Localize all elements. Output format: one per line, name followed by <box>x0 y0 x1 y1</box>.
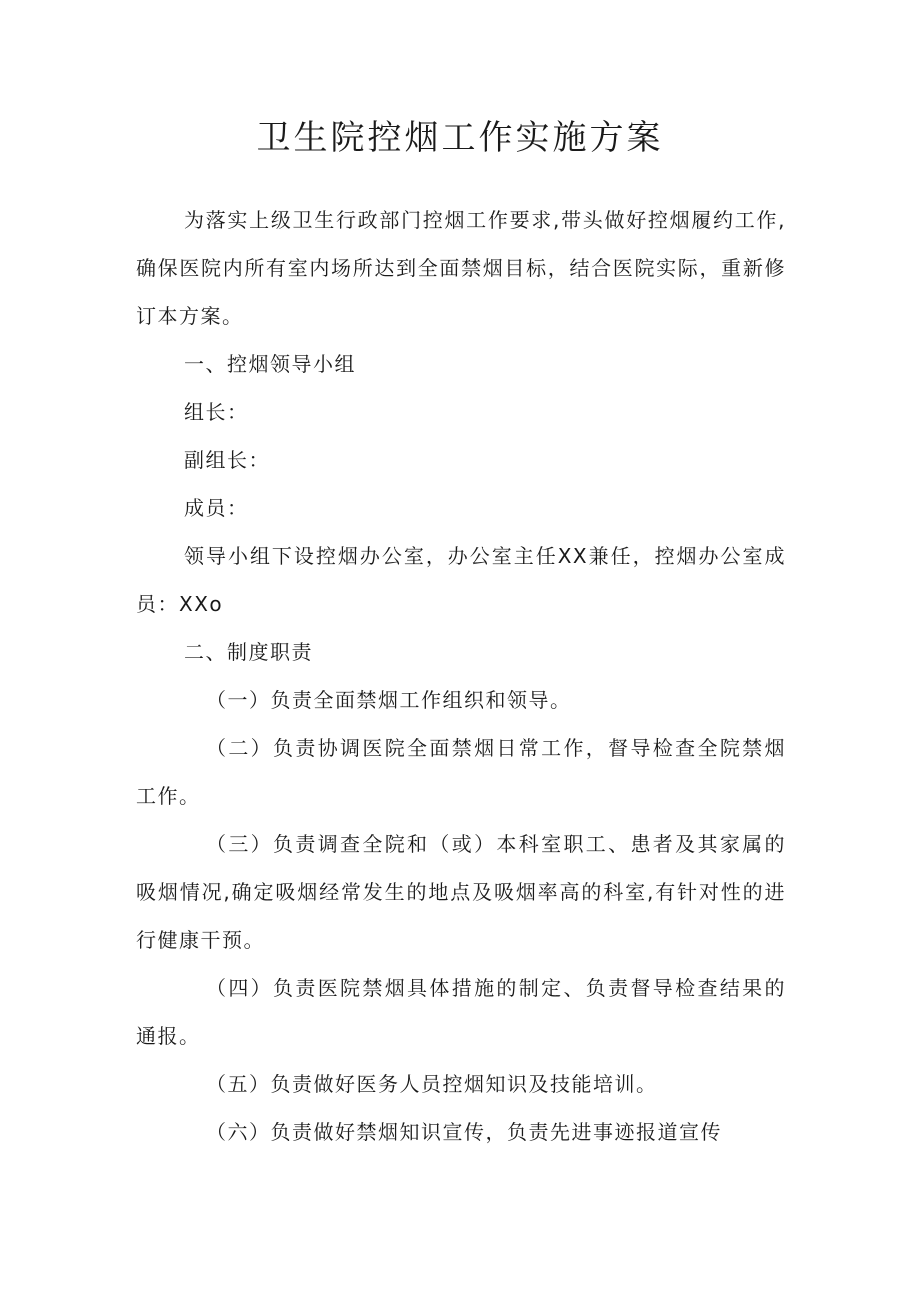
document-body <box>136 196 786 1156</box>
members-line: 成员： <box>184 496 249 520</box>
intro-paragraph: 为落实上级卫生行政部门控烟工作要求,带头做好控烟履约工作,确保医院内所有室内场所达到全面禁烟目标，结合医院实际，重新修订本方案。 <box>136 208 786 328</box>
duty-item-1: （一）负责全面禁烟工作组织和领导。 <box>206 688 572 712</box>
section-heading-duties: 二、制度职责 <box>184 640 313 664</box>
duty-item-5: （五）负责做好医务人员控烟知识及技能培训。 <box>206 1072 658 1096</box>
duty-item-2: （二）负责协调医院全面禁烟日常工作，督导检查全院禁烟工作。 <box>136 736 786 808</box>
duty-item-6: （六）负责做好禁烟知识宣传，负责先进事迹报道宣传 <box>206 1120 722 1144</box>
group-leader-line: 组长： <box>184 400 249 424</box>
duty-item-4: （四）负责医院禁烟具体措施的制定、负责督导检查结果的通报。 <box>136 976 786 1048</box>
duty-item-3: （三）负责调查全院和（或）本科室职工、患者及其家属的吸烟情况,确定吸烟经常发生的地点及吸烟率高的科室,有针对性的进行健康干预。 <box>136 832 786 952</box>
office-paragraph: 领导小组下设控烟办公室，办公室主任XX兼任，控烟办公室成员：XXo <box>136 544 786 616</box>
document-title: 卫生院控烟工作实施方案 <box>256 118 664 158</box>
section-heading-leadership-group: 一、控烟领导小组 <box>184 352 356 376</box>
deputy-leader-line: 副组长： <box>184 448 270 472</box>
